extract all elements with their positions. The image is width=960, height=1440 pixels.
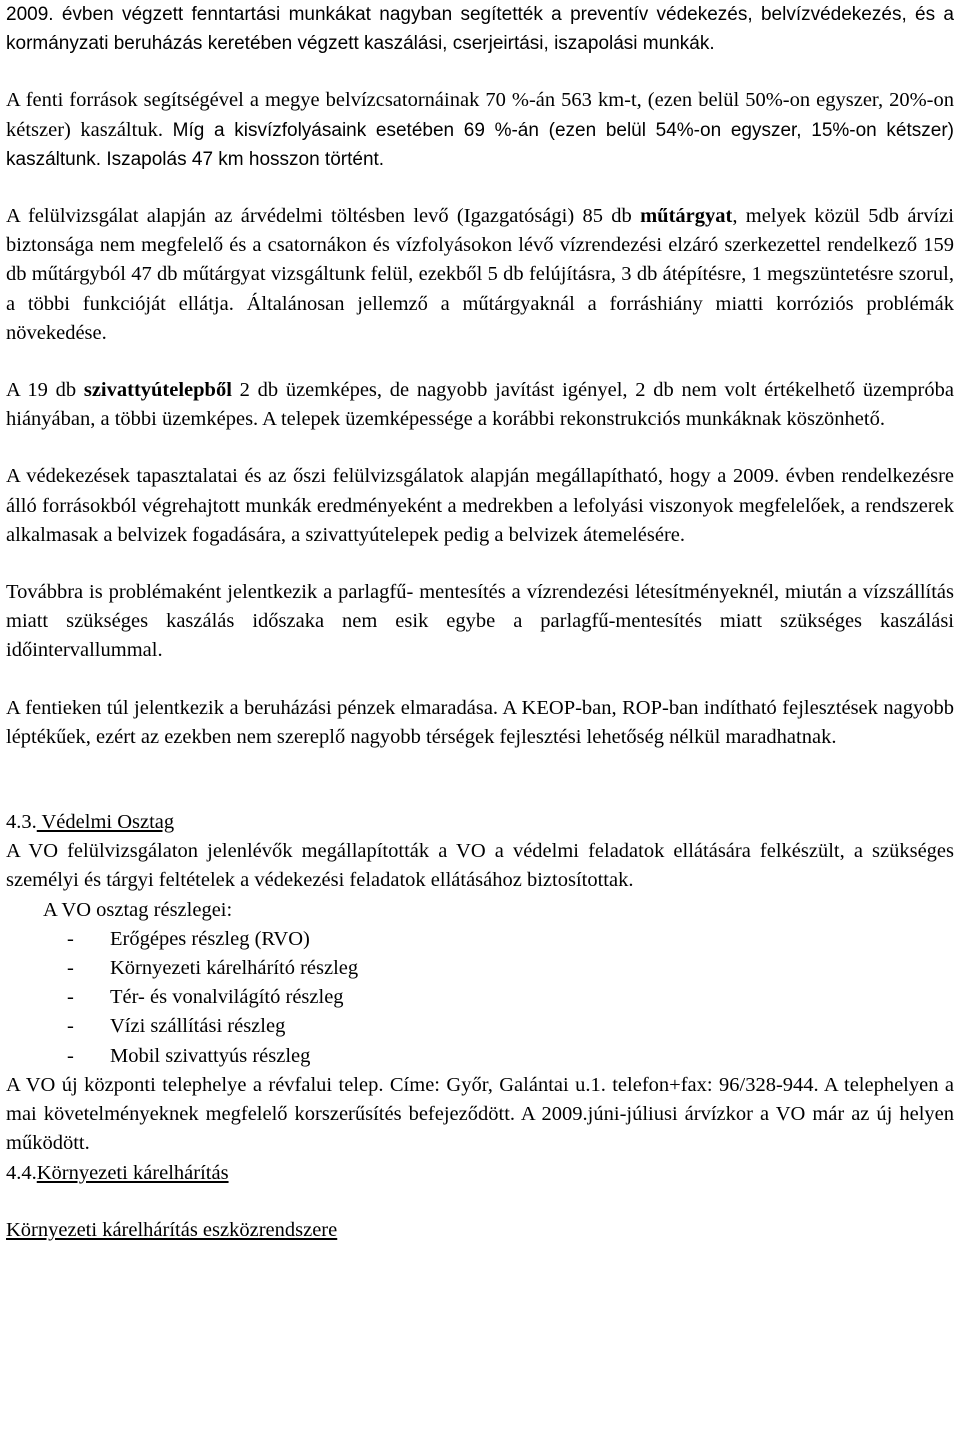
- list-item: [6, 983, 954, 1012]
- section-4-4-title: Környezeti kárelhárítás: [36, 1161, 229, 1184]
- structures-text-before: A felülvizsgálat alapján az árvédelmi töltésben levő (Igazgatósági) 85 db: [6, 205, 641, 228]
- section-4-4-heading: [6, 1159, 954, 1188]
- pump-text-after: 2 db üzemképes, de nagyobb javítást igényel, 2 db nem volt értékelhető üzempróba hiányában, a többi üzemképes. A telepek üzemképessége a korábbi rekonstrukciós munkáknak köszönhető.: [6, 379, 954, 431]
- mowing-stats-streams: Míg a kisvízfolyásaink esetében 69 %-án (ezen belül 54%-on egyszer, 15%-on kétszer) kaszáltunk. Iszapolás 47 km hosszon történt.: [6, 119, 955, 170]
- list-item-label: Tér- és vonalvilágító részleg: [110, 986, 344, 1009]
- list-dash: -: [67, 986, 74, 1009]
- paragraph-ragweed: Továbbra is problémaként jelentkezik a parlagfű- mentesítés a vízrendezési létesítményeknél, miután a vízszállítás miatt szükséges kaszálás időszaka nem esik egybe a parlagfű-mentesítés miatt szükséges kaszálási időintervallummal.: [6, 581, 954, 662]
- section-4-3-closing: A VO új központi telephelye a révfalui telep. Címe: Győr, Galántai u.1. telefon+fax: 96/328-944. A telephelyen a mai követelményeknek megfelelő korszerűsítés befejeződött. A 2009.júni-júliusi árvízkor a VO már az új helyen működött.: [6, 1073, 954, 1155]
- list-dash: -: [67, 927, 74, 950]
- paragraph-investment-shortfall: A fentieken túl jelentkezik a beruházási pénzek elmaradása. A KEOP-ban, ROP-ban indítható fejlesztések nagyobb léptékűek, ezért az ezekben nem szereplő nagyobb térségek fejlesztési lehetőség nélkül maradhatnak.: [6, 696, 954, 748]
- section-4-3-number: 4.3.: [6, 811, 37, 834]
- section-4-3-title: Védelmi Osztag: [36, 811, 175, 834]
- list-item-label: Vízi szállítási részleg: [110, 1015, 286, 1038]
- list-item-label: Mobil szivattyús részleg: [110, 1044, 311, 1067]
- paragraph-pump-stations: [6, 376, 954, 434]
- paragraph-mowing-stats: [6, 86, 954, 174]
- list-dash: -: [67, 1044, 74, 1067]
- section-4-4-number: 4.4.: [6, 1161, 37, 1184]
- document-page: [6, 0, 954, 1245]
- list-item-label: Környezeti kárelhárító részleg: [110, 957, 359, 980]
- section-4-3-heading: [6, 808, 954, 837]
- paragraph-maintenance-summary: 2009. évben végzett fenntartási munkákat nagyban segítették a preventív védekezés, belvízvédekezés, és a kormányzati beruházás keretében végzett kaszálási, cserjeirtási, iszapolási munkák.: [6, 4, 954, 55]
- mowing-stats-canals: A fenti források segítségével a megye belvízcsatornáinak 70 %-án 563 km-t, (ezen belül 50%-on egyszer, 20%-on kétszer) kaszáltuk.: [6, 89, 954, 141]
- list-dash: -: [67, 1015, 74, 1038]
- list-item: [6, 925, 954, 954]
- subheading-equipment-text: Környezeti kárelhárítás eszközrendszere: [6, 1218, 338, 1241]
- structures-text-after: , melyek közül 5db árvízi biztonsága nem megfelelő és a csatornákon és vízfolyásokon lévő vízrendezési elzáró szerkezettel rendelkező 159 db műtárgyból 47 db műtárgyat vizsgáltunk felül, ezekből 5 db felújításra, 3 db átépítésre, 1 megszüntetésre szorul, a többi funkcióját ellátja. Általánosan jellemző a műtárgyaknál a forráshiány miatti korróziós problémák növekedése.: [6, 205, 954, 344]
- list-item: [6, 1042, 954, 1071]
- subheading-equipment: [6, 1216, 954, 1245]
- list-item: [6, 954, 954, 983]
- pump-text-before: A 19 db: [6, 379, 84, 402]
- list-item-label: Erőgépes részleg (RVO): [110, 927, 310, 950]
- list-dash: -: [67, 957, 74, 980]
- pump-bold-term: szivattyútelepből: [83, 379, 232, 402]
- vo-units-list: [6, 925, 954, 1071]
- structures-bold-term: műtárgyat: [640, 205, 733, 228]
- paragraph-defense-experience: A védekezések tapasztalatai és az őszi felülvizsgálatok alapján megállapítható, hogy a 2009. évben rendelkezésre álló forrásokból végrehajtott munkák eredményeként a medrekben a lefolyási viszonyok megfelelőek, a rendszerek alkalmasak a belvizek fogadására, a szivattyútelepek pedig a belvizek átemelésére.: [6, 465, 954, 546]
- vo-units-list-title: A VO osztag részlegei:: [43, 898, 233, 921]
- paragraph-structures-review: [6, 202, 954, 348]
- list-item: [6, 1012, 954, 1041]
- section-4-3-intro: A VO felülvizsgálaton jelenlévők megállapították a VO a védelmi feladatok ellátására felkészült, a szükséges személyi és tárgyi feltételek a védekezési feladatok ellátásához biztosítottak.: [6, 840, 954, 892]
